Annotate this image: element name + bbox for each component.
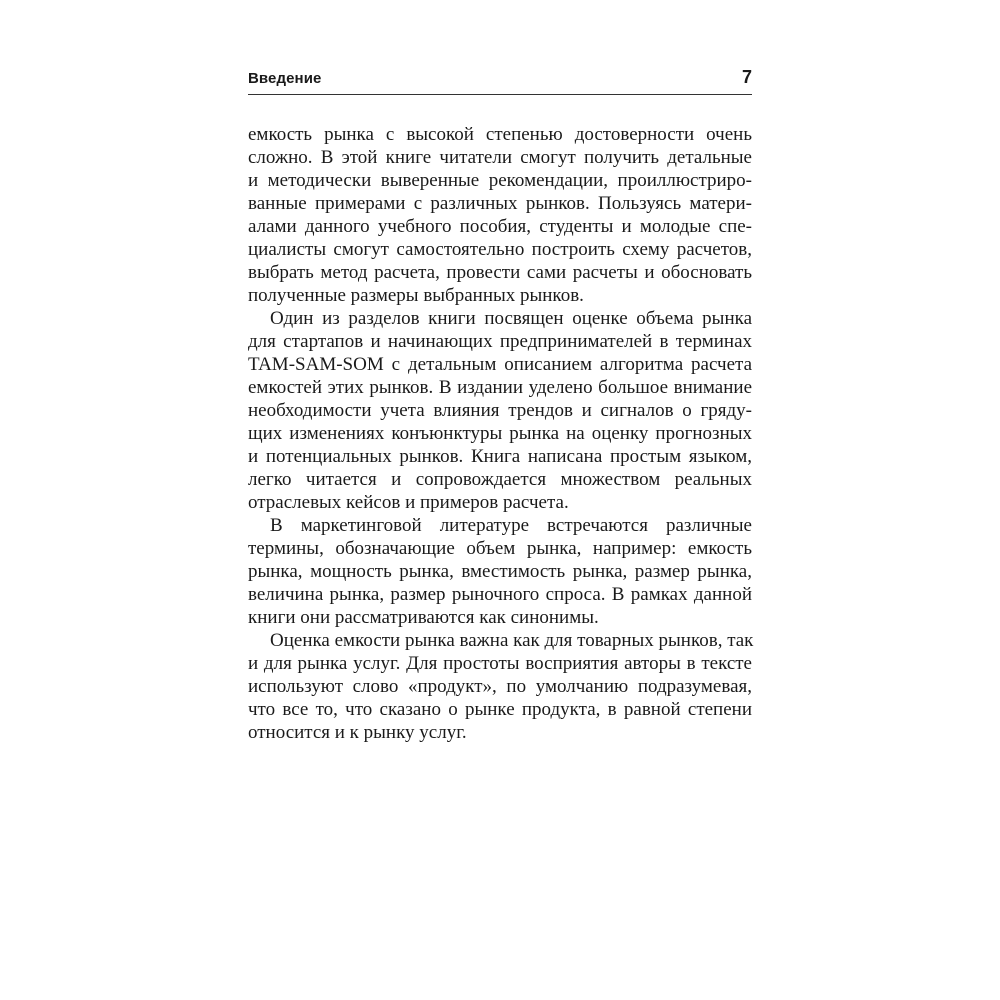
text-line: используют слово «продукт», по умолчанию подразумевая, <box>248 676 752 697</box>
text-line: и для рынка услуг. Для простоты восприятия авторы в тексте <box>248 653 752 674</box>
text-line: отраслевых кейсов и примеров расчета. <box>248 492 569 513</box>
text-line: щих изменениях конъюнктуры рынка на оценку прогнозных <box>248 423 752 444</box>
text-line: ванные примерами с различных рынков. Пользуясь матери- <box>248 193 752 214</box>
running-header <box>248 64 752 95</box>
body-text <box>248 123 752 744</box>
text-line: полученные размеры выбранных рынков. <box>248 285 584 306</box>
paragraph-3 <box>248 514 752 629</box>
text-line: алами данного учебного пособия, студенты и молодые спе- <box>248 216 752 237</box>
text-line: емкость рынка с высокой степенью достоверности очень <box>248 124 752 145</box>
text-line: книги они рассматриваются как синонимы. <box>248 607 599 628</box>
text-line: сложно. В этой книге читатели смогут получить детальные <box>248 147 752 168</box>
text-line: величина рынка, размер рыночного спроса. В рамках данной <box>248 584 752 605</box>
section-title: Введение <box>248 70 322 87</box>
text-line: емкостей этих рынков. В издании уделено большое внимание <box>248 377 752 398</box>
text-line: В маркетинговой литературе встречаются различные <box>270 515 752 536</box>
text-line: циалисты смогут самостоятельно построить схему расчетов, <box>248 239 752 260</box>
text-line: для стартапов и начинающих предпринимателей в терминах <box>248 331 752 352</box>
text-line: Оценка емкости рынка важна как для товарных рынков, так <box>270 630 754 651</box>
text-line: выбрать метод расчета, провести сами расчеты и обосновать <box>248 262 752 283</box>
text-line: и методически выверенные рекомендации, проиллюстриро- <box>248 170 752 191</box>
text-line: TAM-SAM-SOM с детальным описанием алгоритма расчета <box>248 354 752 375</box>
text-line: необходимости учета влияния трендов и сигналов о гряду- <box>248 400 752 421</box>
page-number: 7 <box>741 67 752 87</box>
paragraph-2 <box>248 307 752 514</box>
text-line: термины, обозначающие объем рынка, например: емкость <box>248 538 752 559</box>
text-line: рынка, мощность рынка, вместимость рынка, размер рынка, <box>248 561 752 582</box>
text-line: легко читается и сопровождается множеством реальных <box>248 469 752 490</box>
paragraph-4 <box>248 629 752 744</box>
text-line: относится и к рынку услуг. <box>248 722 467 743</box>
paragraph-1 <box>248 123 752 307</box>
text-line: что все то, что сказано о рынке продукта, в равной степени <box>248 699 752 720</box>
text-line: и потенциальных рынков. Книга написана простым языком, <box>248 446 752 467</box>
text-line: Один из разделов книги посвящен оценке объема рынка <box>270 308 752 329</box>
